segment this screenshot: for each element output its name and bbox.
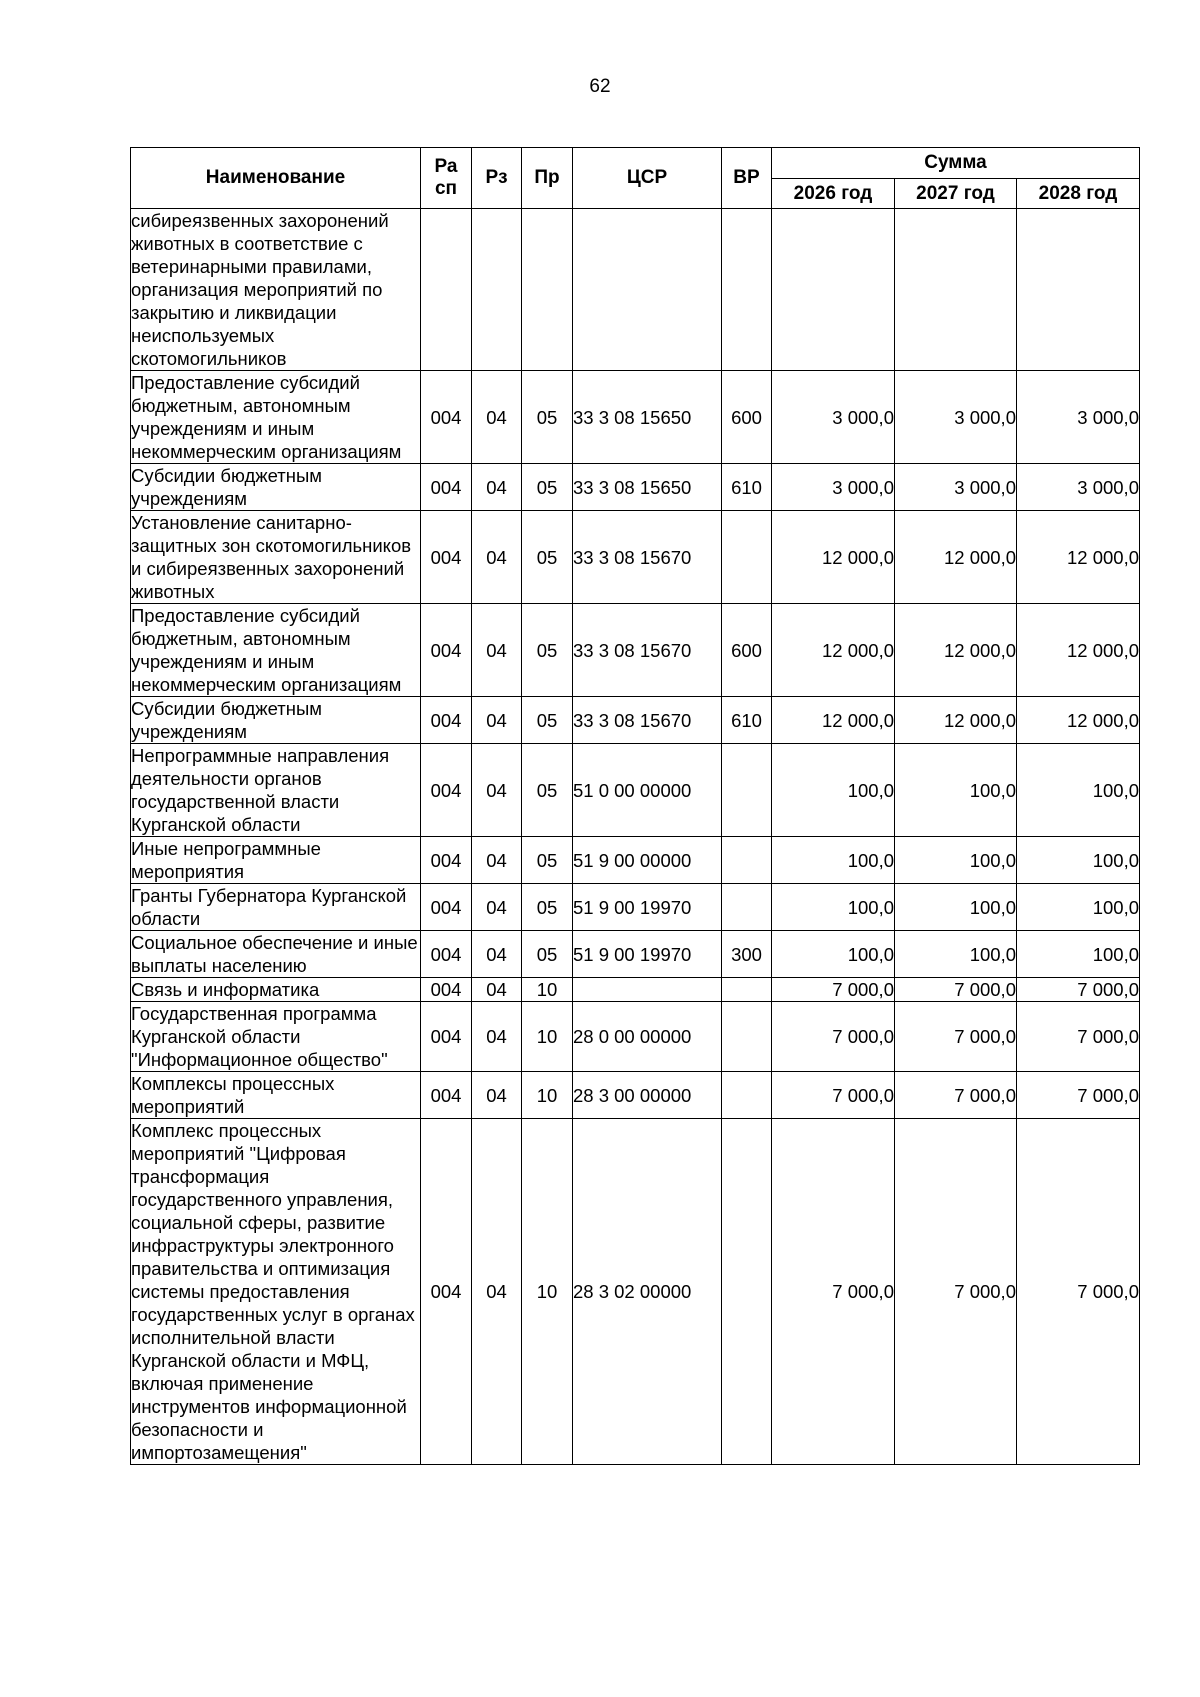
cell-pr	[522, 209, 573, 371]
cell-vr	[722, 1002, 772, 1072]
cell-name: сибиреязвенных захоронений животных в соответствие с ветеринарными правилами, организация мероприятий по закрытию и ликвидации неиспользуемых скотомогильников	[131, 209, 421, 371]
cell-csr: 33 3 08 15670	[573, 511, 722, 604]
header-year-2027: 2027 год	[895, 179, 1017, 209]
cell-name: Субсидии бюджетным учреждениям	[131, 464, 421, 511]
cell-rz	[472, 209, 522, 371]
cell-amount-2026: 7 000,0	[772, 1072, 895, 1119]
cell-amount-2026: 100,0	[772, 837, 895, 884]
header-csr: ЦСР	[573, 148, 722, 209]
cell-name: Комплексы процессных мероприятий	[131, 1072, 421, 1119]
cell-rasp: 004	[421, 511, 472, 604]
cell-rz: 04	[472, 931, 522, 978]
cell-rasp: 004	[421, 697, 472, 744]
cell-rz: 04	[472, 604, 522, 697]
cell-vr	[722, 1119, 772, 1465]
cell-pr: 05	[522, 697, 573, 744]
table-row	[131, 209, 1140, 371]
cell-csr: 51 0 00 00000	[573, 744, 722, 837]
cell-rasp: 004	[421, 1072, 472, 1119]
cell-name: Установление санитарно-защитных зон скотомогильников и сибиреязвенных захоронений животных	[131, 511, 421, 604]
cell-name: Субсидии бюджетным учреждениям	[131, 697, 421, 744]
cell-amount-2027	[895, 209, 1017, 371]
cell-name: Предоставление субсидий бюджетным, автономным учреждениям и иным некоммерческим организациям	[131, 604, 421, 697]
cell-rz: 04	[472, 978, 522, 1002]
header-rasp: Ра сп	[421, 148, 472, 209]
cell-rasp: 004	[421, 744, 472, 837]
cell-name: Иные непрограммные мероприятия	[131, 837, 421, 884]
cell-amount-2027: 100,0	[895, 884, 1017, 931]
table-row	[131, 744, 1140, 837]
cell-pr: 05	[522, 511, 573, 604]
cell-name: Гранты Губернатора Курганской области	[131, 884, 421, 931]
cell-pr: 05	[522, 931, 573, 978]
cell-amount-2028: 100,0	[1017, 837, 1140, 884]
cell-pr: 10	[522, 978, 573, 1002]
table-row	[131, 697, 1140, 744]
cell-pr: 05	[522, 371, 573, 464]
cell-pr: 10	[522, 1119, 573, 1465]
cell-rasp: 004	[421, 837, 472, 884]
cell-pr: 05	[522, 884, 573, 931]
cell-vr: 600	[722, 371, 772, 464]
header-year-2028: 2028 год	[1017, 179, 1140, 209]
cell-pr: 05	[522, 604, 573, 697]
cell-pr: 10	[522, 1002, 573, 1072]
cell-amount-2028: 100,0	[1017, 931, 1140, 978]
cell-rz: 04	[472, 837, 522, 884]
cell-name: Непрограммные направления деятельности органов государственной власти Курганской области	[131, 744, 421, 837]
cell-amount-2028: 7 000,0	[1017, 1119, 1140, 1465]
table-row	[131, 837, 1140, 884]
page-number: 62	[589, 76, 611, 97]
cell-rz: 04	[472, 697, 522, 744]
cell-vr: 300	[722, 931, 772, 978]
cell-vr: 610	[722, 464, 772, 511]
cell-amount-2026: 100,0	[772, 884, 895, 931]
cell-rz: 04	[472, 1119, 522, 1465]
cell-csr: 51 9 00 19970	[573, 884, 722, 931]
cell-amount-2027: 7 000,0	[895, 1119, 1017, 1465]
cell-amount-2028: 3 000,0	[1017, 371, 1140, 464]
cell-csr: 28 3 00 00000	[573, 1072, 722, 1119]
cell-pr: 05	[522, 464, 573, 511]
cell-amount-2028: 12 000,0	[1017, 697, 1140, 744]
cell-amount-2026: 7 000,0	[772, 978, 895, 1002]
table-row	[131, 604, 1140, 697]
cell-vr	[722, 209, 772, 371]
cell-name: Предоставление субсидий бюджетным, автономным учреждениям и иным некоммерческим организациям	[131, 371, 421, 464]
cell-amount-2028	[1017, 209, 1140, 371]
cell-name: Государственная программа Курганской области "Информационное общество"	[131, 1002, 421, 1072]
cell-csr: 28 3 02 00000	[573, 1119, 722, 1465]
cell-amount-2026: 7 000,0	[772, 1002, 895, 1072]
cell-csr	[573, 978, 722, 1002]
cell-amount-2026	[772, 209, 895, 371]
cell-rz: 04	[472, 884, 522, 931]
cell-name: Связь и информатика	[131, 978, 421, 1002]
table-row	[131, 511, 1140, 604]
cell-amount-2027: 100,0	[895, 837, 1017, 884]
cell-amount-2028: 7 000,0	[1017, 1002, 1140, 1072]
table-row	[131, 1119, 1140, 1465]
cell-vr	[722, 511, 772, 604]
cell-pr: 05	[522, 744, 573, 837]
cell-csr: 33 3 08 15650	[573, 464, 722, 511]
header-vr: ВР	[722, 148, 772, 209]
cell-amount-2026: 3 000,0	[772, 371, 895, 464]
cell-vr	[722, 837, 772, 884]
cell-amount-2028: 7 000,0	[1017, 1072, 1140, 1119]
cell-csr: 33 3 08 15650	[573, 371, 722, 464]
cell-rasp: 004	[421, 1119, 472, 1465]
cell-csr: 28 0 00 00000	[573, 1002, 722, 1072]
cell-name: Социальное обеспечение и иные выплаты населению	[131, 931, 421, 978]
header-pr: Пр	[522, 148, 573, 209]
table-row	[131, 978, 1140, 1002]
cell-rz: 04	[472, 464, 522, 511]
cell-vr	[722, 1072, 772, 1119]
cell-amount-2026: 100,0	[772, 744, 895, 837]
cell-rz: 04	[472, 371, 522, 464]
cell-rz: 04	[472, 1072, 522, 1119]
budget-table	[130, 147, 1140, 1465]
cell-rz: 04	[472, 511, 522, 604]
cell-rasp: 004	[421, 371, 472, 464]
cell-amount-2026: 12 000,0	[772, 697, 895, 744]
table-row	[131, 1072, 1140, 1119]
cell-amount-2026: 12 000,0	[772, 604, 895, 697]
header-rz: Рз	[472, 148, 522, 209]
cell-pr: 10	[522, 1072, 573, 1119]
cell-rasp: 004	[421, 884, 472, 931]
cell-amount-2028: 100,0	[1017, 744, 1140, 837]
cell-amount-2027: 7 000,0	[895, 978, 1017, 1002]
cell-amount-2028: 100,0	[1017, 884, 1140, 931]
cell-amount-2026: 12 000,0	[772, 511, 895, 604]
cell-amount-2027: 3 000,0	[895, 371, 1017, 464]
cell-rasp	[421, 209, 472, 371]
cell-amount-2026: 100,0	[772, 931, 895, 978]
table-body	[131, 209, 1140, 1465]
cell-rasp: 004	[421, 1002, 472, 1072]
table-row	[131, 464, 1140, 511]
cell-rasp: 004	[421, 931, 472, 978]
table-row	[131, 931, 1140, 978]
cell-amount-2027: 12 000,0	[895, 511, 1017, 604]
cell-rz: 04	[472, 744, 522, 837]
cell-amount-2027: 100,0	[895, 744, 1017, 837]
cell-amount-2027: 100,0	[895, 931, 1017, 978]
cell-rz: 04	[472, 1002, 522, 1072]
cell-csr: 51 9 00 00000	[573, 837, 722, 884]
cell-vr	[722, 978, 772, 1002]
cell-amount-2027: 3 000,0	[895, 464, 1017, 511]
header-year-2026: 2026 год	[772, 179, 895, 209]
cell-amount-2028: 7 000,0	[1017, 978, 1140, 1002]
cell-csr: 51 9 00 19970	[573, 931, 722, 978]
cell-rasp: 004	[421, 978, 472, 1002]
cell-pr: 05	[522, 837, 573, 884]
header-sum: Сумма	[772, 148, 1140, 179]
header-name: Наименование	[131, 148, 421, 209]
cell-amount-2028: 12 000,0	[1017, 511, 1140, 604]
cell-amount-2027: 12 000,0	[895, 604, 1017, 697]
cell-vr	[722, 884, 772, 931]
cell-vr: 610	[722, 697, 772, 744]
table-row	[131, 1002, 1140, 1072]
cell-csr: 33 3 08 15670	[573, 604, 722, 697]
cell-amount-2026: 7 000,0	[772, 1119, 895, 1465]
table-row	[131, 884, 1140, 931]
table-row	[131, 371, 1140, 464]
cell-name: Комплекс процессных мероприятий "Цифровая трансформация государственного управления, социальной сферы, развитие инфраструктуры электронного правительства и оптимизация системы предоставления государственных услуг в органах исполнительной власти Курганской области и МФЦ, включая применение инструментов информационной безопасности и импортозамещения"	[131, 1119, 421, 1465]
cell-amount-2028: 12 000,0	[1017, 604, 1140, 697]
table-header	[131, 148, 1140, 209]
cell-amount-2027: 7 000,0	[895, 1002, 1017, 1072]
cell-rasp: 004	[421, 604, 472, 697]
cell-vr: 600	[722, 604, 772, 697]
cell-amount-2027: 7 000,0	[895, 1072, 1017, 1119]
cell-amount-2026: 3 000,0	[772, 464, 895, 511]
cell-rasp: 004	[421, 464, 472, 511]
cell-vr	[722, 744, 772, 837]
cell-csr	[573, 209, 722, 371]
cell-amount-2027: 12 000,0	[895, 697, 1017, 744]
cell-csr: 33 3 08 15670	[573, 697, 722, 744]
cell-amount-2028: 3 000,0	[1017, 464, 1140, 511]
